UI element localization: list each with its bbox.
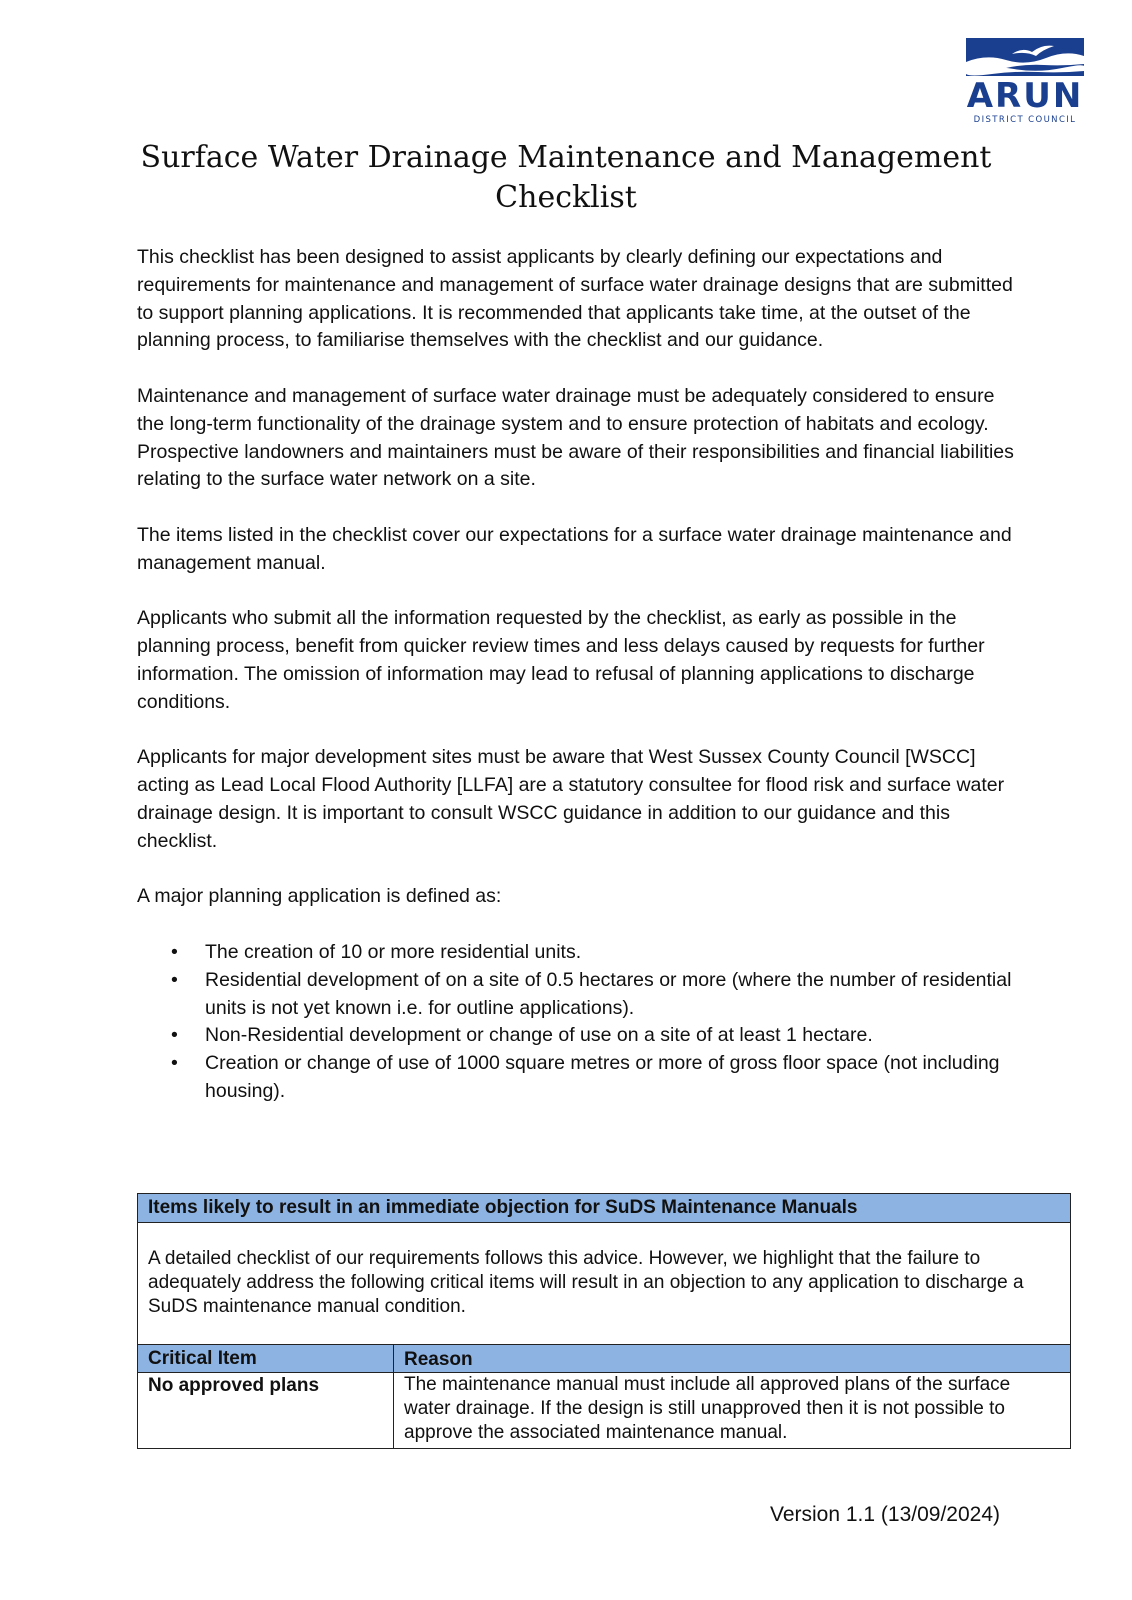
document-body <box>137 244 1017 1106</box>
table-row <box>138 1373 1070 1448</box>
objection-table-intro: A detailed checklist of our requirements follows this advice. However, we highlight that the failure to adequately address the following critical items will result in an objection to any application to discharge a SuDS maintenance manual condition. <box>138 1223 1070 1345</box>
list-item: • The creation of 10 or more residential units. <box>205 939 1017 967</box>
list-item: • Residential development of on a site of 0.5 hectares or more (where the number of residential units is not yet known i.e. for outline applications). <box>205 967 1017 1023</box>
paragraph-applicants: Applicants who submit all the information requested by the checklist, as early as possible in the planning process, benefit from quicker review times and less delays caused by requests for further information. The omission of information may lead to refusal of planning applications to discharge conditions. <box>137 607 985 713</box>
paragraph-major-sites: Applicants for major development sites must be aware that West Sussex County Council [WSCC] acting as Lead Local Flood Authority [LLFA] are a statutory consultee for flood risk and surface water drainage design. It is important to consult WSCC guidance in addition to our guidance and this checklist. <box>137 746 1005 852</box>
major-application-criteria-list <box>137 939 1017 1106</box>
list-item: • Non-Residential development or change of use on a site of at least 1 hectare. <box>205 1022 1017 1050</box>
version-label: Version 1.1 (13/09/2024) <box>770 1503 1000 1526</box>
list-item: • Creation or change of use of 1000 square metres or more of gross floor space (not including housing). <box>205 1050 1017 1106</box>
logo-subtitle: DISTRICT COUNCIL <box>973 115 1077 125</box>
seagull-wave-icon <box>966 38 1084 76</box>
paragraph-intro: This checklist has been designed to assist applicants by clearly defining our expectations and requirements for maintenance and management of surface water drainage designs that are submitted to support planning applications. It is recommended that applicants take time, at the outset of the planning process, to familiarise themselves with the checklist and our guidance. <box>137 246 1013 352</box>
column-header-critical-item: Critical Item <box>138 1345 394 1372</box>
objection-items-table <box>137 1193 1071 1449</box>
reason-cell: The maintenance manual must include all approved plans of the surface water drainage. If the design is still unapproved then it is not possible to approve the associated maintenance manual. <box>404 1374 1011 1443</box>
paragraph-definition: A major planning application is defined as: <box>137 885 502 908</box>
paragraph-items: The items listed in the checklist cover our expectations for a surface water drainage maintenance and management manual. <box>137 523 1012 574</box>
objection-table-heading: Items likely to result in an immediate objection for SuDS Maintenance Manuals <box>138 1194 1070 1223</box>
table-header-row <box>138 1345 1070 1373</box>
column-header-reason: Reason <box>404 1349 473 1370</box>
critical-item-cell: No approved plans <box>138 1373 394 1448</box>
paragraph-maintenance: Maintenance and management of surface water drainage must be adequately considered to ensure the long-term functionality of the drainage system and to ensure protection of habitats and ecology. Prospective landowners and maintainers must be aware of their responsibilities and financial liabilities relating to the surface water network on a site. <box>137 384 1014 491</box>
arun-district-council-logo <box>966 38 1084 128</box>
page-title: Surface Water Drainage Maintenance and Management Checklist <box>140 140 992 215</box>
logo-wordmark: ARUN <box>966 76 1084 116</box>
